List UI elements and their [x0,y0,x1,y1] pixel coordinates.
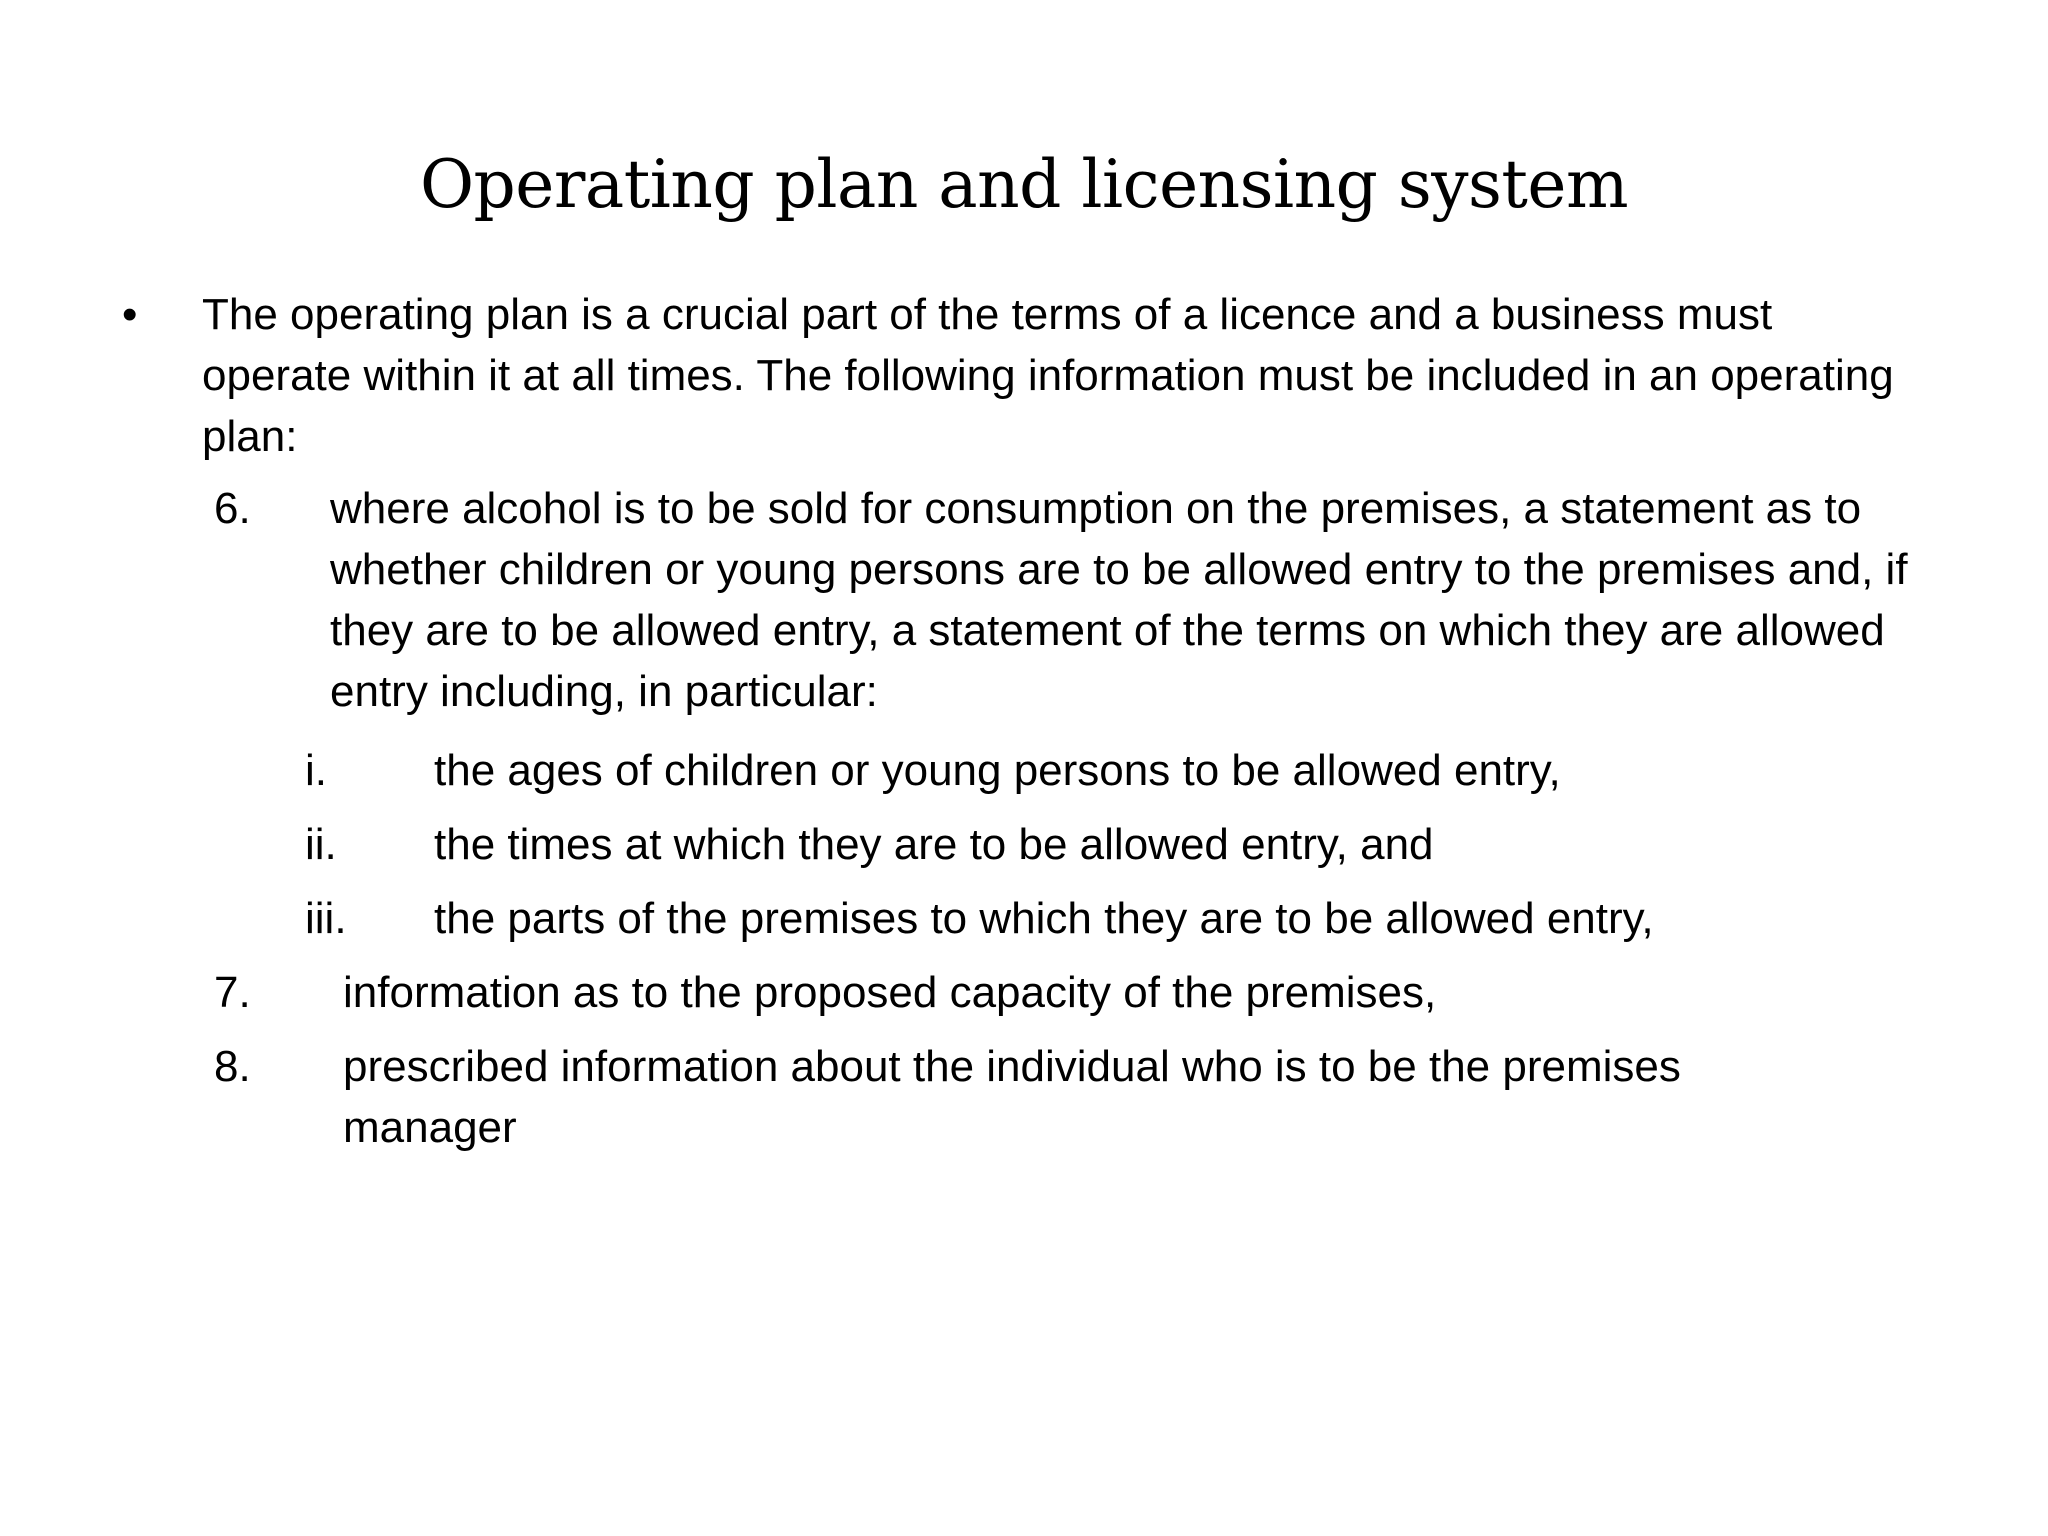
item-text-7: information as to the proposed capacity of the premises, [343,968,1437,1017]
item-text-8: prescribed information about the individual who is to be the premises manager [343,1042,1681,1152]
item-number-7: 7. [214,968,251,1017]
subitem-number-ii: ii. [305,820,337,869]
bullet-marker: • [122,290,138,339]
slide-title: Operating plan and licensing system [419,146,1629,223]
subitem-number-i: i. [305,746,327,795]
intro-paragraph: The operating plan is a crucial part of the terms of a licence and a business must operate within it at all times. The following information must be included in an operating plan: [202,290,1894,461]
item-number-6: 6. [214,484,251,533]
item-text-6: where alcohol is to be sold for consumption on the premises, a statement as to whether children or young persons are to be allowed entry to the premises and, if they are to be allowed entry, a statement of the terms on which they are allowed entry including, in particular: [330,484,1908,716]
subitem-text-iii: the parts of the premises to which they are to be allowed entry, [434,894,1654,943]
item-number-8: 8. [214,1042,251,1091]
subitem-text-ii: the times at which they are to be allowed entry, and [434,820,1434,869]
subitem-number-iii: iii. [305,894,347,943]
subitem-text-i: the ages of children or young persons to be allowed entry, [434,746,1561,795]
